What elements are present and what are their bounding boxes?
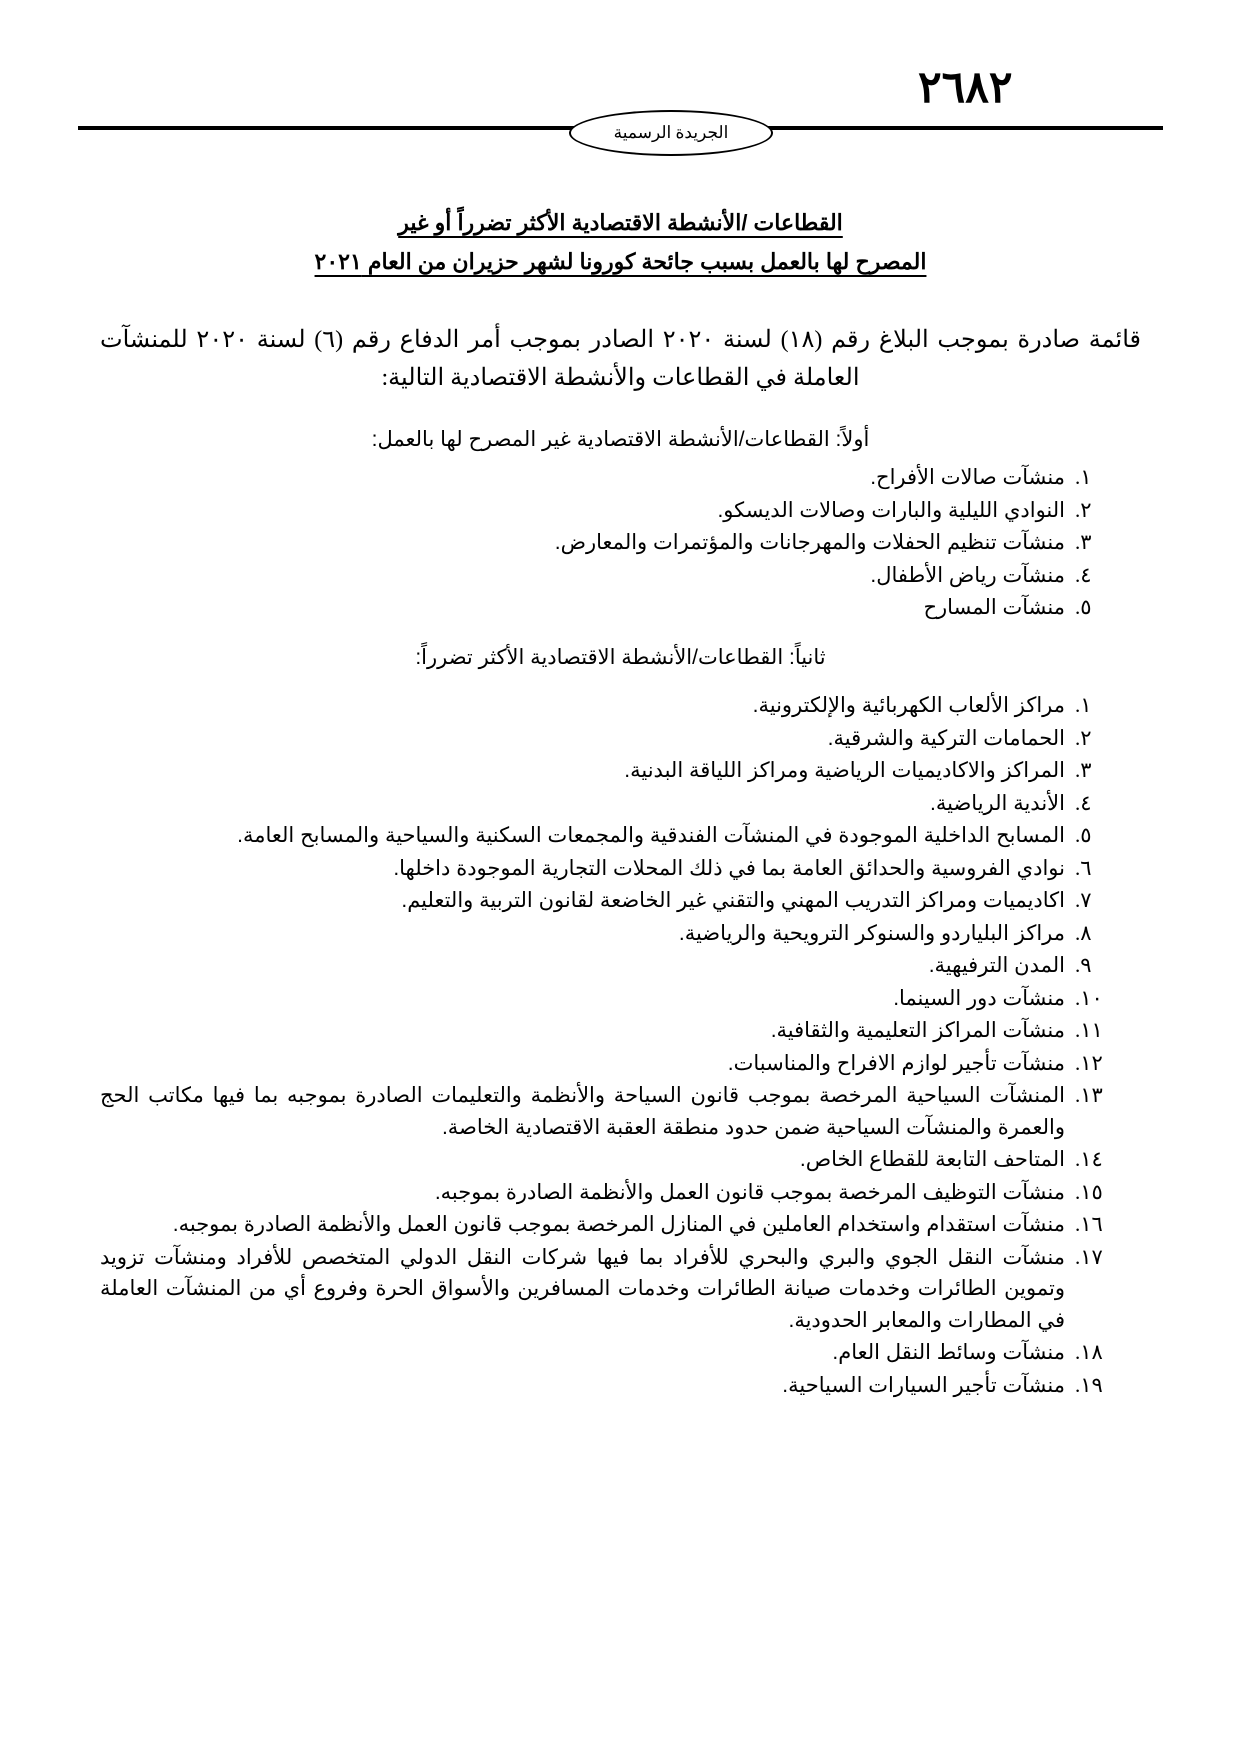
- page-number: ٢٦٨٢: [918, 63, 1013, 112]
- list-item-text: منشآت التوظيف المرخصة بموجب قانون العمل والأنظمة الصادرة بموجبه.: [434, 1180, 1065, 1204]
- list-item-marker: ١٨.: [1075, 1340, 1103, 1365]
- list-item-text: المنشآت السياحية المرخصة بموجب قانون السياحة والأنظمة والتعليمات الصادرة بموجبه بما فيها مكاتب الحج والعمرة والمنشآت السياحية ضمن حدود منطقة العقبة الاقتصادية الخاصة.: [100, 1084, 1065, 1139]
- section-one-list: [100, 462, 1141, 624]
- list-item: [100, 755, 1141, 787]
- list-item-marker: ٧.: [1075, 888, 1092, 913]
- intro-paragraph: قائمة صادرة بموجب البلاغ رقم (١٨) لسنة ٢٠٢٠ الصادر بموجب أمر الدفاع رقم (٦) لسنة ٢٠٢٠ للمنشآت العاملة في القطاعات والأنشطة الاقتصادية التالية:: [100, 327, 1141, 392]
- list-item-marker: ١٦.: [1075, 1212, 1103, 1237]
- list-item: [100, 1048, 1141, 1080]
- list-item-text: منشآت تأجير لوازم الافراح والمناسبات.: [727, 1051, 1065, 1075]
- list-item-text: المتاحف التابعة للقطاع الخاص.: [799, 1148, 1065, 1172]
- list-item-marker: ٣.: [1075, 530, 1092, 555]
- list-item-marker: ٦.: [1075, 855, 1092, 880]
- page-header: [78, 0, 1163, 140]
- list-item-marker: ١٧.: [1075, 1244, 1103, 1269]
- title-line-2: المصرح لها بالعمل بسبب جائحة كورونا لشهر حزيران من العام ٢٠٢١: [314, 248, 927, 274]
- list-item-text: منشآت استقدام واستخدام العاملين في المنازل المرخصة بموجب قانون العمل والأنظمة الصادرة بموجبه.: [172, 1213, 1065, 1237]
- list-item-marker: ٤.: [1075, 562, 1092, 587]
- list-item: [100, 1015, 1141, 1047]
- list-item-marker: ٣.: [1075, 758, 1092, 783]
- list-item-text: منشآت صالات الأفراح.: [870, 466, 1065, 490]
- list-item-text: المراكز والاكاديميات الرياضية ومراكز اللياقة البدنية.: [624, 759, 1065, 783]
- list-item-marker: ١٣.: [1075, 1083, 1103, 1108]
- list-item: [100, 560, 1141, 592]
- list-item-text: منشآت المراكز التعليمية والثقافية.: [770, 1019, 1065, 1043]
- list-item: [100, 918, 1141, 950]
- list-item: [100, 983, 1141, 1015]
- list-item: [100, 462, 1141, 494]
- list-item: [100, 723, 1141, 755]
- list-item-marker: ٥.: [1075, 595, 1092, 620]
- list-item-text: نوادي الفروسية والحدائق العامة بما في ذلك المحلات التجارية الموجودة داخلها.: [393, 856, 1065, 880]
- list-item-text: اكاديميات ومراكز التدريب المهني والتقني غير الخاضعة لقانون التربية والتعليم.: [401, 889, 1065, 913]
- list-item: [100, 495, 1141, 527]
- list-item-marker: ١٤.: [1075, 1147, 1103, 1172]
- list-item-text: منشآت وسائط النقل العام.: [832, 1341, 1065, 1365]
- list-item: [100, 853, 1141, 885]
- list-item-text: مراكز الألعاب الكهربائية والإلكترونية.: [752, 694, 1065, 718]
- title-line-1: القطاعات /الأنشطة الاقتصادية الأكثر تضرراً أو غير: [398, 210, 843, 235]
- list-item-marker: ١٥.: [1075, 1179, 1103, 1204]
- list-item: [100, 1144, 1141, 1176]
- list-item: [100, 885, 1141, 917]
- list-item: [100, 1209, 1141, 1241]
- section-two-heading: ثانياً: القطاعات/الأنشطة الاقتصادية الأكثر تضرراً:: [415, 645, 826, 669]
- list-item-text: منشآت المسارح: [923, 596, 1065, 620]
- document-body: [100, 321, 1141, 1401]
- list-item: [100, 820, 1141, 852]
- list-item: [100, 1080, 1141, 1143]
- list-item-marker: ١.: [1075, 465, 1092, 490]
- list-item-marker: ٤.: [1075, 790, 1092, 815]
- list-item-marker: ١١.: [1075, 1018, 1103, 1043]
- list-item: [100, 950, 1141, 982]
- list-item-text: النوادي الليلية والبارات وصالات الديسكو.: [717, 498, 1065, 522]
- list-item: [100, 690, 1141, 722]
- list-item-marker: ٢.: [1075, 725, 1092, 750]
- list-item: [100, 1370, 1141, 1402]
- list-item-text: المدن الترفيهية.: [928, 954, 1065, 978]
- list-item-marker: ٨.: [1075, 920, 1092, 945]
- gazette-label: الجريدة الرسمية: [569, 110, 773, 156]
- list-item-text: المسابح الداخلية الموجودة في المنشآت الفندقية والمجمعات السكنية والسياحية والمسابح العامة.: [237, 824, 1065, 848]
- list-item-marker: ١٩.: [1075, 1372, 1103, 1397]
- list-item-text: مراكز البلياردو والسنوكر الترويحية والرياضية.: [678, 921, 1065, 945]
- list-item-text: منشآت دور السينما.: [893, 986, 1065, 1010]
- document-title: [78, 204, 1163, 281]
- list-item-marker: ٥.: [1075, 823, 1092, 848]
- list-item-text: منشآت النقل الجوي والبري والبحري للأفراد بما فيها شركات النقل الدولي المتخصص للأفراد ومنشآت تزويد وتموين الطائرات وخدمات صيانة الطائرات وخدمات المسافرين والأسواق الحرة وفروع أي من المنشآت العاملة في المطارات والمعابر الحدودية.: [100, 1245, 1065, 1332]
- list-item-marker: ١٢.: [1075, 1050, 1103, 1075]
- list-item-text: منشآت تأجير السيارات السياحية.: [782, 1373, 1065, 1397]
- list-item-marker: ١.: [1075, 693, 1092, 718]
- list-item-marker: ١٠.: [1075, 985, 1103, 1010]
- list-item-text: الحمامات التركية والشرقية.: [827, 726, 1065, 750]
- list-item: [100, 592, 1141, 624]
- list-item: [100, 1177, 1141, 1209]
- list-item: [100, 1242, 1141, 1337]
- list-item: [100, 527, 1141, 559]
- list-item: [100, 1337, 1141, 1369]
- list-item-text: الأندية الرياضية.: [930, 791, 1065, 815]
- list-item-marker: ٢.: [1075, 497, 1092, 522]
- section-two-list: [100, 690, 1141, 1401]
- list-item: [100, 788, 1141, 820]
- list-item-text: منشآت تنظيم الحفلات والمهرجانات والمؤتمرات والمعارض.: [554, 531, 1065, 555]
- section-one-heading: أولاً: القطاعات/الأنشطة الاقتصادية غير المصرح لها بالعمل:: [371, 427, 870, 451]
- list-item-text: منشآت رياض الأطفال.: [870, 563, 1065, 587]
- list-item-marker: ٩.: [1075, 953, 1092, 978]
